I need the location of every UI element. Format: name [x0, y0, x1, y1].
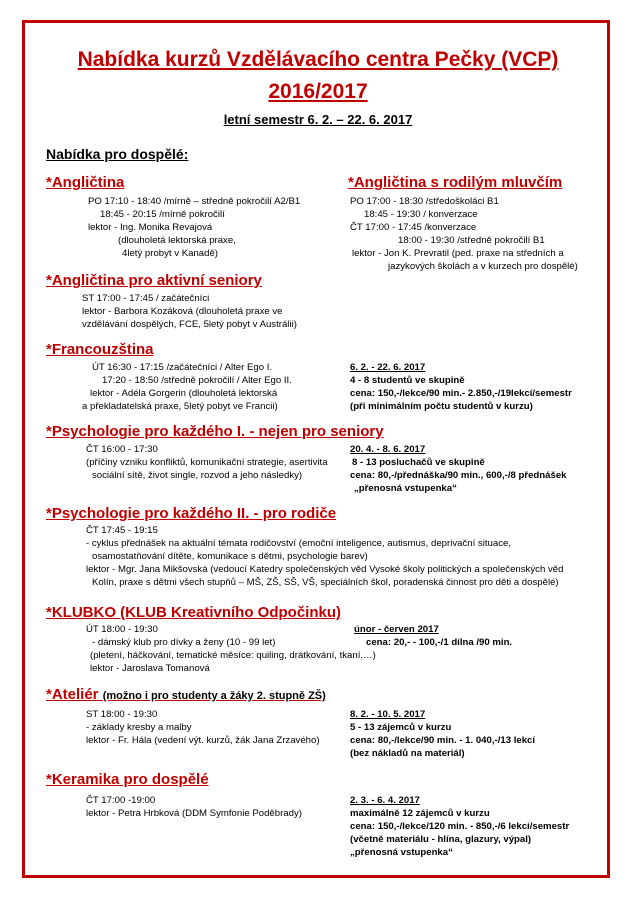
ceramics-price: cena: 150,-/lekce/120 min. - 850,-/6 lekcí/semestr [350, 821, 570, 832]
atelier-line: - základy kresby a malby [86, 722, 192, 733]
psychology-1-price: cena: 80,-/přednáška/90 min., 600,-/8 přednášek [350, 470, 567, 481]
english-title: *Angličtina [46, 174, 125, 191]
semester-dates: letní semestr 6. 2. – 22. 6. 2017 [223, 112, 413, 127]
psychology-2-line: ČT 17:45 - 19:15 [86, 525, 158, 536]
adults-heading: Nabídka pro dospělé: [46, 146, 189, 162]
native-english-line: ČT 17:00 - 17:45 /konverzace [350, 222, 477, 233]
psychology-2-line: - cyklus přednášek na aktuální témata rodičovství (emoční inteligence, autismus, deprivační situace, [86, 538, 511, 549]
french-dates: 6. 2. - 22. 6. 2017 [350, 362, 426, 373]
psychology-1-dates: 20. 4. - 8. 6. 2017 [350, 444, 426, 455]
klubko-line: (pletení, háčkování, tematické měsíce: quiling, drátkování, tkaní,…) [90, 650, 376, 661]
french-line: 17:20 - 18:50 /středně pokročilí / Alter Ego II. [102, 375, 292, 386]
french-info: 4 - 8 studentů ve skupině [350, 375, 465, 386]
english-line: PO 17:10 - 18:40 /mírně – středně pokročilí A2/B1 [88, 196, 301, 207]
atelier-price: cena: 80,-/lekce/90 min. - 1. 040,-/13 lekcí [350, 735, 536, 746]
french-line: a překladatelská praxe, 5letý pobyt ve Francii) [82, 401, 278, 412]
native-english-line: lektor - Jon K. Prevratil (ped. praxe na středních a [352, 248, 564, 259]
ceramics-info: maximálně 12 zájemců v kurzu [350, 808, 490, 819]
klubko-line: ÚT 18:00 - 19:30 [86, 624, 158, 635]
french-title: *Francouzština [46, 341, 154, 358]
page-title: Nabídka kurzů Vzdělávacího centra Pečky (VCP) [77, 48, 559, 71]
psychology-1-line: ČT 16:00 - 17:30 [86, 444, 158, 455]
seniors-line: vzdělávání dospělých, FCE, 5letý pobyt v Austrálii) [82, 319, 297, 330]
seniors-line: ST 17:00 - 17:45 / začátečníci [82, 293, 210, 304]
ceramics-title: *Keramika pro dospělé [46, 771, 209, 788]
atelier-dates: 8. 2. - 10. 5. 2017 [350, 709, 426, 720]
klubko-title: *KLUBKO (KLUB Kreativního Odpočinku) [46, 604, 341, 621]
psychology-1-line: sociální sítě, život single, rozvod a jeho následky) [92, 470, 303, 481]
ceramics-line: ČT 17:00 -19:00 [86, 795, 156, 806]
klubko-line: - dámský klub pro dívky a ženy (10 - 99 let) [92, 637, 276, 648]
ceramics-ticket: „přenosná vstupenka“ [350, 847, 453, 858]
psychology-1-line: (příčiny vzniku konfliktů, komunikační strategie, asertivita [86, 457, 328, 468]
native-english-line: 18:00 - 19:30 /středně pokročilí B1 [398, 235, 545, 246]
psychology-2-line: osamostatňování dítěte, komunikace s dětmi, psychologie barev) [92, 551, 368, 562]
english-line: 18:45 - 20:15 /mírně pokročilí [100, 209, 225, 220]
native-english-line: PO 17:00 - 18:30 /středoškoláci B1 [350, 196, 499, 207]
french-line: lektor - Adéla Gorgerin (dlouholetá lektorská [90, 388, 278, 399]
atelier-line: lektor - Fr. Hála (vedení výt. kurzů, žák Jana Zrzavého) [86, 735, 320, 746]
psychology-1-title: *Psychologie pro každého I. - nejen pro seniory [46, 423, 384, 440]
ceramics-info: (včetně materiálu - hlína, glazury, výpal) [350, 834, 532, 845]
psychology-2-line: Kolín, praxe s dětmi všech stupňů – MŠ, ZŠ, SŠ, VŠ, speciálních škol, poradenská činnost pro děti a dospělé) [92, 577, 559, 588]
native-english-title: *Angličtina s rodilým mluvčím [348, 174, 563, 191]
seniors-english-title: *Angličtina pro aktivní seniory [46, 272, 262, 289]
psychology-2-title: *Psychologie pro každého II. - pro rodiče [46, 505, 337, 522]
ceramics-dates: 2. 3. - 6. 4. 2017 [350, 795, 420, 806]
atelier-title [46, 686, 326, 703]
psychology-1-ticket: „přenosná vstupenka“ [354, 483, 457, 494]
psychology-1-info: 8 - 13 posluchačů ve skupině [352, 457, 485, 468]
french-line: ÚT 16:30 - 17:15 /začátečníci / Alter Ego I. [92, 362, 273, 373]
atelier-subtitle: (možno i pro studenty a žáky 2. stupně ZŠ) [102, 690, 326, 702]
english-line: lektor - Ing. Monika Revajová [88, 222, 213, 233]
seniors-line: lektor - Barbora Kozáková (dlouholetá praxe ve [82, 306, 283, 317]
ceramics-line: lektor - Petra Hrbková (DDM Symfonie Poděbrady) [86, 808, 302, 819]
native-english-line: jazykových školách a v kurzech pro dospělé) [388, 261, 578, 272]
english-line: 4letý probyt v Kanadě) [122, 248, 218, 259]
atelier-title-text: *Ateliér [46, 686, 99, 703]
native-english-line: 18:45 - 19:30 / konverzace [364, 209, 478, 220]
page-year: 2016/2017 [268, 80, 368, 103]
psychology-2-line: lektor - Mgr. Jana Mikšovská (vedoucí Katedry společenských věd Vysoké školy politických a společenských věd [86, 564, 564, 575]
english-line: (dlouholetá lektorská praxe, [118, 235, 236, 246]
french-price: cena: 150,-/lekce/90 min.- 2.850,-/19lekcí/semestr [350, 388, 572, 399]
french-info: (při minimálním počtu studentů v kurzu) [350, 401, 533, 412]
klubko-price: cena: 20,- - 100,-/1 dílna /90 min. [366, 637, 513, 648]
atelier-info: (bez nákladů na materiál) [350, 748, 465, 759]
klubko-dates: únor - červen 2017 [354, 624, 439, 635]
atelier-info: 5 - 13 zájemců v kurzu [350, 722, 452, 733]
klubko-line: lektor - Jaroslava Tomanová [90, 663, 210, 674]
atelier-line: ST 18:00 - 19:30 [86, 709, 158, 720]
